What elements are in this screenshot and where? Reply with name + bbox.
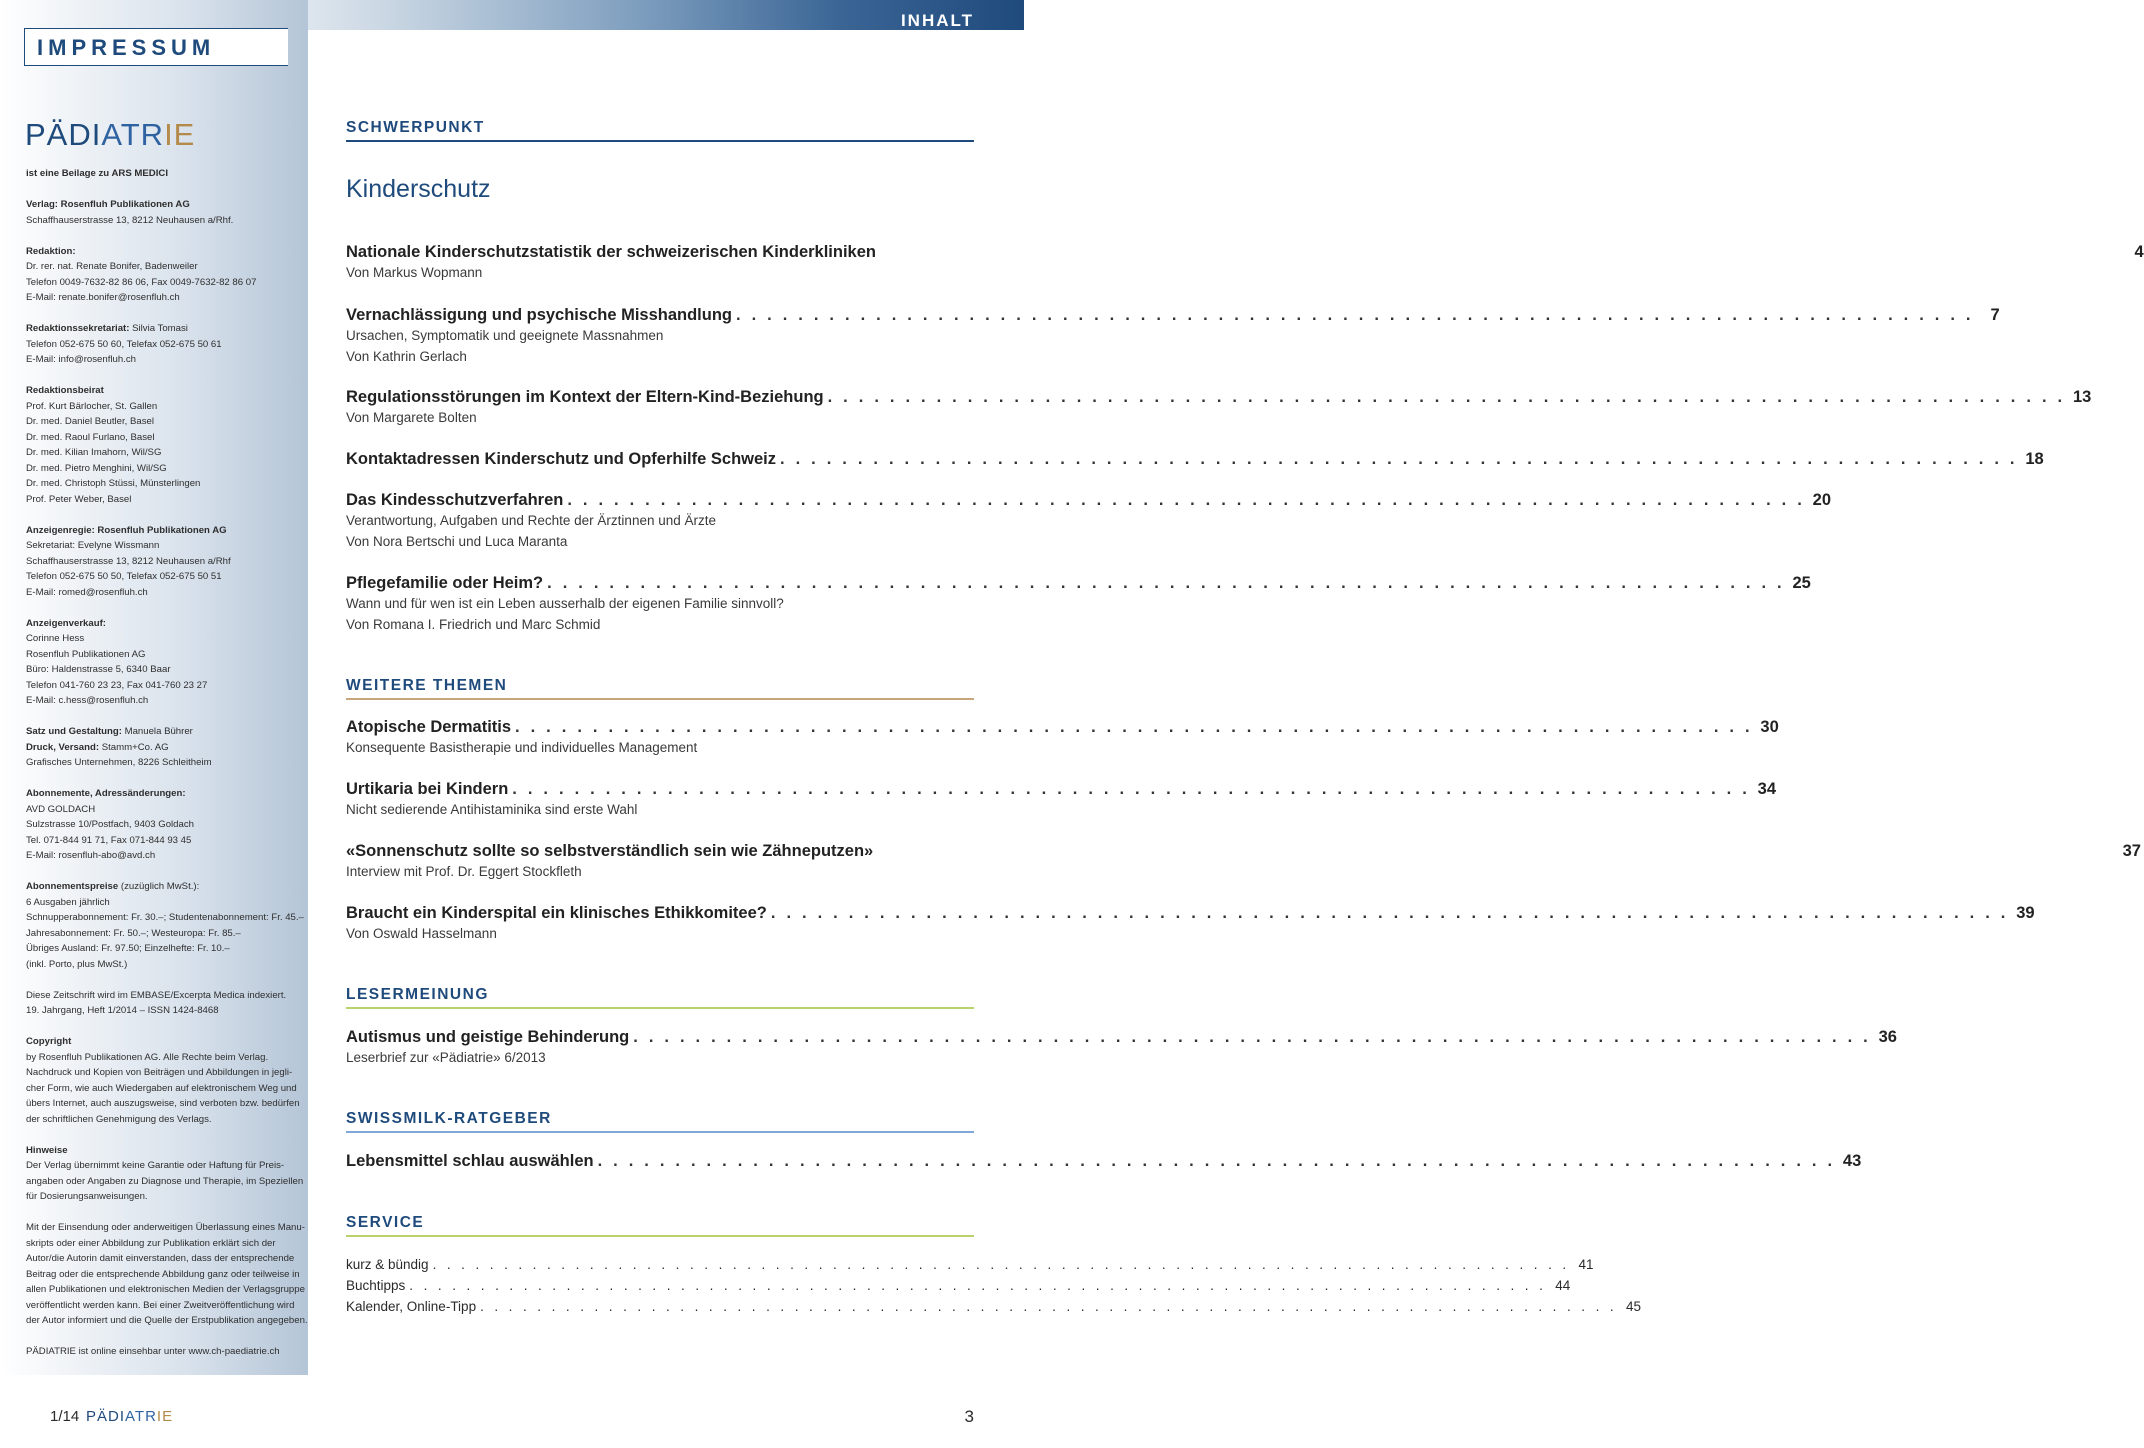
toc-leader-dots: . . . . . . . . . . . . . . . . . . . . . . . . . . . . . . . . . . . . . . . . . . . . . . . . . . . . . . . . . . . . . . . . . . . . . . . . . . . . . . . . (480, 1299, 1618, 1314)
toc-entry[interactable] (346, 387, 2092, 428)
logo-part-2: ATR (101, 117, 165, 152)
toc-entry[interactable] (346, 449, 2044, 469)
toc-entry-page: 20 (1812, 491, 1832, 509)
imprint-line: Dr. med. Daniel Beutler, Basel (26, 416, 154, 427)
service-entry-page: 41 (1578, 1257, 1594, 1272)
toc-leader-dots: . . . . . . . . . . . . . . . . . . . . . . . . . . . . . . . . . . . . . . . . . . . . . . . . . . . . . . . . . . . . . . . . . . . . . . . . . . . . . . . . (827, 388, 2066, 406)
section-heading-weitere-themen: WEITERE THEMEN (346, 678, 974, 700)
imprint-line: Tel. 071-844 91 71, Fax 071-844 93 45 (26, 834, 192, 846)
imprint-line: Schaffhauserstrasse 13, 8212 Neuhausen a/Rhf. (26, 214, 234, 226)
imprint-line: Beitrag oder die entsprechende Abbildung ganz oder teilweise in (26, 1268, 300, 1280)
toc-entry-page: 13 (2072, 388, 2092, 406)
toc-entry[interactable] (346, 779, 1776, 820)
imprint-line: by Rosenfluh Publikationen AG. Alle Rechte beim Verlag. (26, 1051, 269, 1063)
imprint-line: E-Mail: romed@rosenfluh.ch (26, 586, 148, 598)
imprint-line: Abonnementspreise (zuzüglich MwSt.): (26, 881, 200, 892)
imprint-block (26, 988, 306, 1019)
toc-entry[interactable] (346, 717, 1779, 758)
imprint-block (26, 879, 306, 972)
service-entry-title: kurz & bündig (346, 1257, 429, 1272)
footer-issue: 1/14 (50, 1408, 80, 1425)
imprint-line: veröffentlicht werden kann. Bei einer Zweitveröffentlichung wird (26, 1299, 295, 1311)
toc-entry-subtitle: Wann und für wen ist ein Leben ausserhalb der eigenen Familie sinnvoll? (346, 596, 784, 611)
paediatrie-logo (25, 118, 195, 152)
toc-leader-dots: . . . . . . . . . . . . . . . . . . . . . . . . . . . . . . . . . . . . . . . . . . . . . . . . . . . . . . . . . . . . . . . . . . . . . . . . . . . . . . . . (567, 491, 1806, 509)
imprint-block (26, 1344, 306, 1360)
toc-entry-subtitle: Verantwortung, Aufgaben und Rechte der Ärztinnen und Ärzte (346, 513, 716, 528)
imprint-line: Dr. rer. nat. Renate Bonifer, Badenweiler (26, 261, 198, 272)
imprint-line: Prof. Peter Weber, Basel (26, 493, 132, 505)
imprint-line: Nachdruck und Kopien von Beiträgen und Abbildungen in jegli- (26, 1067, 293, 1078)
imprint-line: Grafisches Unternehmen, 8226 Schleitheim (26, 757, 212, 768)
page-number: 3 (964, 1407, 974, 1426)
topic-heading: Kinderschutz (346, 175, 491, 203)
imprint-line: Dr. med. Pietro Menghini, Wil/SG (26, 462, 167, 474)
imprint-line: E-Mail: info@rosenfluh.ch (26, 354, 136, 365)
imprint-line: Copyright (26, 1036, 72, 1047)
imprint-line: cher Form, wie auch Wiedergaben auf elektronischem Weg und (26, 1082, 297, 1094)
imprint-line: Übriges Ausland: Fr. 97.50; Einzelhefte: Fr. 10.– (26, 943, 230, 954)
toc-leader-dots: . . . . . . . . . . . . . . . . . . . . . . . . . . . . . . . . . . . . . . . . . . . . . . . . . . . . . . . . . . . . . . . . . . . . . . . . . . . . . . . . (432, 1257, 1570, 1272)
toc-entry-title: Lebensmittel schlau auswählen (346, 1152, 594, 1170)
imprint-block (26, 383, 306, 507)
imprint-text (26, 166, 306, 1375)
toc-leader-dots: . . . . . . . . . . . . . . . . . . . . . . . . . . . . . . . . . . . . . . . . . . . . . . . . . . . . . . . . . . . . . . . . . . . . . . . . . . . . . . . . (780, 450, 2018, 468)
imprint-line: Redaktion: (26, 245, 76, 257)
imprint-block (26, 724, 306, 771)
imprint-block (26, 523, 306, 601)
service-entry[interactable] (346, 1276, 1571, 1296)
imprint-block (26, 1220, 306, 1329)
imprint-line: Der Verlag übernimmt keine Garantie oder Haftung für Preis- (26, 1160, 285, 1171)
imprint-line: Verlag: Rosenfluh Publikationen AG (26, 199, 190, 210)
toc-entry-subtitle: Von Romana I. Friedrich und Marc Schmid (346, 617, 601, 632)
section-heading-service: SERVICE (346, 1215, 974, 1237)
imprint-line: 19. Jahrgang, Heft 1/2014 – ISSN 1424-8468 (26, 1005, 219, 1016)
toc-entry-page: 37 (2122, 842, 2141, 860)
toc-leader-dots: . . . . . . . . . . . . . . . . . . . . . . . . . . . . . . . . . . . . . . . . . . . . . . . . . . . . . . . . . . . . . . . . . . . . . . . . . . . . . . . . (409, 1278, 1547, 1293)
toc-entry-title: Pflegefamilie oder Heim? (346, 574, 544, 592)
imprint-line: Rosenfluh Publikationen AG (26, 648, 146, 660)
toc-leader-dots: . . . . . . . . . . . . . . . . . . . . . . . . . . . . . . . . . . . . . . . . . . . . . . . . . . . . . . . . . . . . . . . . . . . . . . . . . . . . . . . . (736, 306, 1974, 324)
imprint-line: Schnupperabonnement: Fr. 30.–; Studentenabonnement: Fr. 45.– (26, 912, 304, 923)
imprint-line: (inkl. Porto, plus MwSt.) (26, 958, 128, 970)
toc-entry-page: 4 (2134, 243, 2144, 261)
imprint-line: Anzeigenregie: Rosenfluh Publikationen AG (26, 524, 227, 536)
toc-leader-dots: . . . . . . . . . . . . . . . . . . . . . . . . . . . . . . . . . . . . . . . . . . . . . . . . . . . . . . . . . . . . . . . . . . . . . . . . . . . . . . . . (515, 718, 1753, 736)
service-entry-title: Buchtipps (346, 1278, 406, 1293)
imprint-line: der schriftlichen Genehmigung des Verlags. (26, 1113, 212, 1125)
toc-entry-page: 25 (1792, 574, 1811, 592)
imprint-block (26, 1143, 306, 1205)
toc-entry-title: Kontaktadressen Kinderschutz und Opferhilfe Schweiz (346, 450, 776, 468)
imprint-block (26, 1034, 306, 1127)
imprint-line: Dr. med. Christoph Stüssi, Münsterlingen (26, 478, 201, 489)
imprint-line: Telefon 041-760 23 23, Fax 041-760 23 27 (26, 679, 208, 691)
toc-entry-subtitle: Leserbrief zur «Pädiatrie» 6/2013 (346, 1050, 546, 1065)
impressum-title-box (24, 28, 288, 66)
imprint-line: Corinne Hess (26, 633, 85, 644)
imprint-line: Schaffhauserstrasse 13, 8212 Neuhausen a/Rhf (26, 555, 231, 567)
toc-leader-dots: . . . . . . . . . . . . . . . . . . . . . . . . . . . . . . . . . . . . . . . . . . . . . . . . . . . . . . . . . . . . . . . . . . . . . . . . . . . . . . . . (633, 1028, 1871, 1046)
imprint-line: allen Publikationen und elektronischen Medien der Verlagsgruppe (26, 1284, 305, 1295)
imprint-line: E-Mail: c.hess@rosenfluh.ch (26, 695, 149, 706)
toc-entry-title: Das Kindesschutzverfahren (346, 491, 564, 509)
imprint-line: Anzeigenverkauf: (26, 617, 106, 629)
toc-entry-subtitle: Von Margarete Bolten (346, 410, 477, 425)
imprint-line: E-Mail: renate.bonifer@rosenfluh.ch (26, 292, 180, 303)
imprint-line: Hinweise (26, 1144, 68, 1156)
toc-entry-subtitle: Von Nora Bertschi und Luca Maranta (346, 534, 568, 549)
footer-logo (86, 1408, 173, 1426)
toc-entry[interactable] (346, 242, 2144, 283)
imprint-line: Redaktionssekretariat: Silvia Tomasi (26, 323, 188, 334)
service-entry-title: Kalender, Online-Tipp (346, 1299, 477, 1314)
logo-part-3: IE (164, 117, 196, 152)
imprint-line: Dr. med. Raoul Furlano, Basel (26, 431, 155, 443)
toc-entry-title: Regulationsstörungen im Kontext der Eltern-Kind-Beziehung (346, 388, 824, 406)
toc-entry-subtitle: Nicht sedierende Antihistaminika sind erste Wahl (346, 802, 638, 817)
toc-entry[interactable] (346, 305, 2000, 367)
imprint-line: Druck, Versand: Stamm+Co. AG (26, 741, 169, 753)
imprint-line: Redaktionsbeirat (26, 385, 104, 396)
imprint-block (26, 244, 306, 306)
imprint-line: Sekretariat: Evelyne Wissmann (26, 540, 160, 551)
imprint-block (26, 616, 306, 709)
section-heading-swissmilk: SWISSMILK-RATGEBER (346, 1111, 974, 1133)
imprint-line: Telefon 052-675 50 60, Telefax 052-675 50 61 (26, 338, 222, 350)
logo-part-1: PÄDI (25, 117, 102, 152)
imprint-line: Jahresabonnement: Fr. 50.–; Westeuropa: Fr. 85.– (26, 927, 241, 939)
toc-entry-title: Nationale Kinderschutzstatistik der schweizerischen Kinderkliniken (346, 243, 876, 261)
toc-entry-page: 7 (1990, 306, 2000, 324)
imprint-block (26, 321, 306, 368)
toc-entry-title: «Sonnenschutz sollte so selbstverständlich sein wie Zähneputzen» (346, 842, 874, 860)
toc-entry-subtitle: Interview mit Prof. Dr. Eggert Stockfleth (346, 864, 582, 879)
toc-entry-subtitle: Ursachen, Symptomatik und geeignete Massnahmen (346, 328, 664, 343)
toc-entry-title: Vernachlässigung und psychische Misshandlung (346, 306, 733, 324)
imprint-line: AVD GOLDACH (26, 803, 96, 815)
imprint-line: PÄDIATRIE ist online einsehbar unter www.ch-paediatrie.ch (26, 1346, 280, 1357)
imprint-line: für Dosierungsanweisungen. (26, 1191, 148, 1202)
toc-entry-title: Urtikaria bei Kindern (346, 780, 509, 798)
imprint-line: Prof. Kurt Bärlocher, St. Gallen (26, 400, 158, 412)
toc-entry-page: 30 (1760, 718, 1779, 736)
imprint-line: Diese Zeitschrift wird im EMBASE/Excerpta Medica indexiert. (26, 989, 287, 1001)
imprint-line: Telefon 052-675 50 50, Telefax 052-675 50 51 (26, 571, 222, 582)
imprint-block (26, 786, 306, 864)
toc-entry[interactable] (346, 490, 1832, 552)
imprint-line: Sulzstrasse 10/Postfach, 9403 Goldach (26, 819, 194, 830)
imprint-line: E-Mail: rosenfluh-abo@avd.ch (26, 850, 156, 861)
service-entry[interactable] (346, 1255, 1594, 1275)
section-label: INHALT (900, 11, 974, 30)
imprint-line: Autor/die Autorin damit einverstanden, dass der entsprechende (26, 1253, 295, 1264)
footer-logo-part-3: IE (156, 1408, 174, 1425)
imprint-line: Telefon 0049-7632-82 86 06, Fax 0049-7632-82 86 07 (26, 276, 257, 288)
imprint-line: ist eine Beilage zu ARS MEDICI (26, 168, 168, 179)
toc-entry-title: Autismus und geistige Behinderung (346, 1028, 630, 1046)
toc-entry[interactable] (346, 1027, 1897, 1068)
footer-logo-part-1: PÄDI (86, 1408, 126, 1425)
imprint-block (26, 166, 306, 182)
toc-entry-subtitle: Von Kathrin Gerlach (346, 349, 467, 364)
impressum-title: IMPRESSUM (37, 35, 216, 60)
toc-entry-subtitle: Von Markus Wopmann (346, 265, 483, 280)
toc-leader-dots: . . . . . . . . . . . . . . . . . . . . . . . . . . . . . . . . . . . . . . . . . . . . . . . . . . . . . . . . . . . . . . . . . . . . . . . . . . . . . . . . (512, 780, 1750, 798)
imprint-line: skripts oder einer Abbildung zur Publikation erklärt sich der (26, 1237, 276, 1249)
toc-entry-page: 34 (1757, 780, 1776, 798)
service-entry[interactable] (346, 1297, 1642, 1317)
toc-leader-dots: . . . . . . . . . . . . . . . . . . . . . . . . . . . . . . . . . . . . . . . . . . . . . . . . . . . . . . . . . . . . . . . . . . . . . . . . . . . . . . . . (597, 1152, 1836, 1170)
imprint-line: Dr. med. Kilian Imahorn, Wil/SG (26, 447, 162, 458)
section-heading-schwerpunkt: SCHWERPUNKT (346, 120, 974, 142)
service-entry-page: 45 (1626, 1299, 1642, 1314)
imprint-line: Abonnemente, Adressänderungen: (26, 788, 186, 799)
toc-entry-page: 43 (1842, 1152, 1862, 1170)
toc-entry-title: Atopische Dermatitis (346, 718, 512, 736)
imprint-line: 6 Ausgaben jährlich (26, 896, 110, 908)
toc-entry[interactable] (346, 573, 1811, 635)
imprint-line: übers Internet, auch auszugsweise, sind verboten bzw. bedürfen (26, 1098, 300, 1109)
toc-entry-page: 39 (2016, 904, 2035, 922)
toc-entry[interactable] (346, 903, 2035, 944)
toc-entry-subtitle: Von Oswald Hasselmann (346, 926, 497, 941)
imprint-line: der Autor informiert und die Quelle der Erstpublikation angegeben. (26, 1315, 308, 1326)
imprint-block (26, 197, 306, 228)
toc-entry-page: 36 (1878, 1028, 1897, 1046)
sidebar-impressum (0, 0, 308, 1375)
toc-entry[interactable] (346, 1151, 1862, 1171)
imprint-line: Satz und Gestaltung: Manuela Bührer (26, 726, 193, 737)
toc-leader-dots: . . . . . . . . . . . . . . . . . . . . . . . . . . . . . . . . . . . . . . . . . . . . . . . . . . . . . . . . . . . . . . . . . . . . . . . . . . . . . . . . (770, 904, 2009, 922)
imprint-line: angaben oder Angaben zu Diagnose und Therapie, im Speziellen (26, 1175, 304, 1187)
imprint-line: Büro: Haldenstrasse 5, 6340 Baar (26, 664, 171, 675)
toc-entry-page: 18 (2025, 450, 2044, 468)
footer-logo-part-2: ATR (125, 1408, 157, 1425)
toc-entry-subtitle: Konsequente Basistherapie und individuelles Management (346, 740, 698, 755)
toc-entry[interactable] (346, 841, 2141, 882)
service-entry-page: 44 (1555, 1278, 1571, 1293)
imprint-line: Mit der Einsendung oder anderweitigen Überlassung eines Manu- (26, 1222, 305, 1233)
toc-entry-title: Braucht ein Kinderspital ein klinisches Ethikkomitee? (346, 904, 767, 922)
toc-leader-dots: . . . . . . . . . . . . . . . . . . . . . . . . . . . . . . . . . . . . . . . . . . . . . . . . . . . . . . . . . . . . . . . . . . . . . . . . . . . . . . . . (547, 574, 1785, 592)
section-heading-lesermeinung: LESERMEINUNG (346, 987, 974, 1009)
